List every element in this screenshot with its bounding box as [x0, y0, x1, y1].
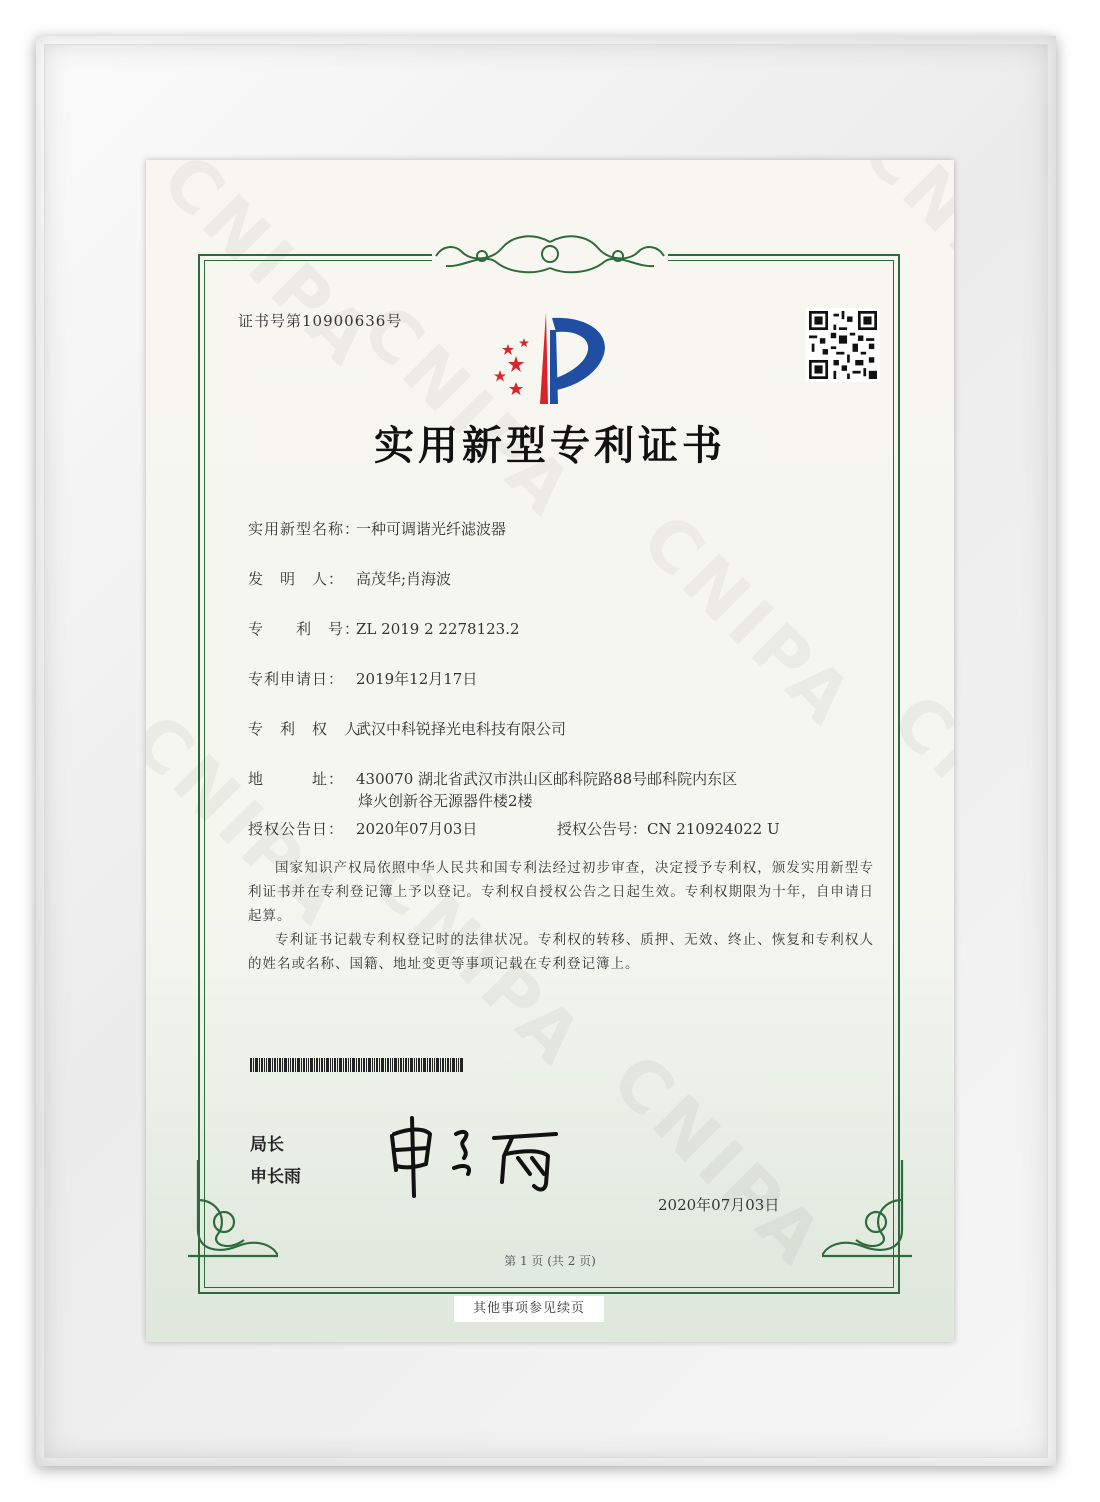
field-label: 地 址：	[248, 770, 345, 788]
field-value: 高茂华;肖海波	[356, 570, 452, 588]
continued-note: 其他事项参见续页	[454, 1296, 604, 1322]
grant-date-label: 授权公告日：	[248, 820, 345, 838]
field-row	[248, 518, 506, 539]
grant-number-label: 授权公告号：	[556, 820, 647, 838]
field-value: ZL 2019 2 2278123.2	[356, 620, 520, 638]
field-label: 专 利 权 人：	[248, 720, 377, 738]
director-name: 申长雨	[250, 1167, 301, 1187]
field-value: 2019年12月17日	[356, 670, 478, 688]
issue-date: 2020年07月03日	[658, 1196, 780, 1214]
field-label: 专 利 号：	[248, 620, 361, 638]
top-ornament-icon	[432, 232, 668, 278]
field-row	[248, 618, 520, 639]
field-value: 武汉中科锐择光电科技有限公司	[356, 720, 567, 738]
paragraph-legal-status: 专利证书记载专利权登记时的法律状况。专利权的转移、质押、无效、终止、恢复和专利权人的姓名或名称、国籍、地址变更等事项记载在专利登记簿上。	[248, 932, 874, 972]
cnipa-logo-icon	[486, 308, 616, 408]
corner-ornament-icon	[822, 1160, 912, 1260]
certificate-paper	[146, 160, 954, 1342]
grant-date-value: 2020年07月03日	[356, 820, 478, 838]
grant-number-value: CN 210924022 U	[646, 820, 780, 838]
paragraph-registration: 国家知识产权局依照中华人民共和国专利法经过初步审查，决定授予专利权，颁发实用新型专利证书并在专利登记簿上予以登记。专利权自授权公告之日起生效。专利权期限为十年，自申请日起算。	[248, 860, 874, 924]
field-row	[248, 718, 566, 739]
certificate-title: 实用新型专利证书	[374, 422, 726, 469]
signature-icon	[384, 1110, 564, 1200]
grant-row	[248, 818, 780, 839]
barcode-icon	[250, 1058, 464, 1072]
page-number: 第 1 页 (共 2 页)	[504, 1254, 596, 1268]
field-row	[248, 668, 477, 689]
field-label: 专利申请日：	[248, 670, 345, 688]
field-row	[248, 768, 737, 789]
field-value: 430070 湖北省武汉市洪山区邮科院路88号邮科院内东区	[356, 770, 738, 788]
address-line-2: 烽火创新谷无源器件楼2楼	[358, 792, 533, 810]
field-label: 发 明 人：	[248, 570, 345, 588]
certificate-number: 证书号第10900636号	[238, 312, 403, 330]
field-value: 一种可调谐光纤滤波器	[356, 520, 507, 538]
field-row	[248, 568, 451, 589]
director-title: 局长	[250, 1135, 284, 1155]
qr-code-icon	[806, 308, 880, 382]
field-label: 实用新型名称：	[248, 520, 361, 538]
